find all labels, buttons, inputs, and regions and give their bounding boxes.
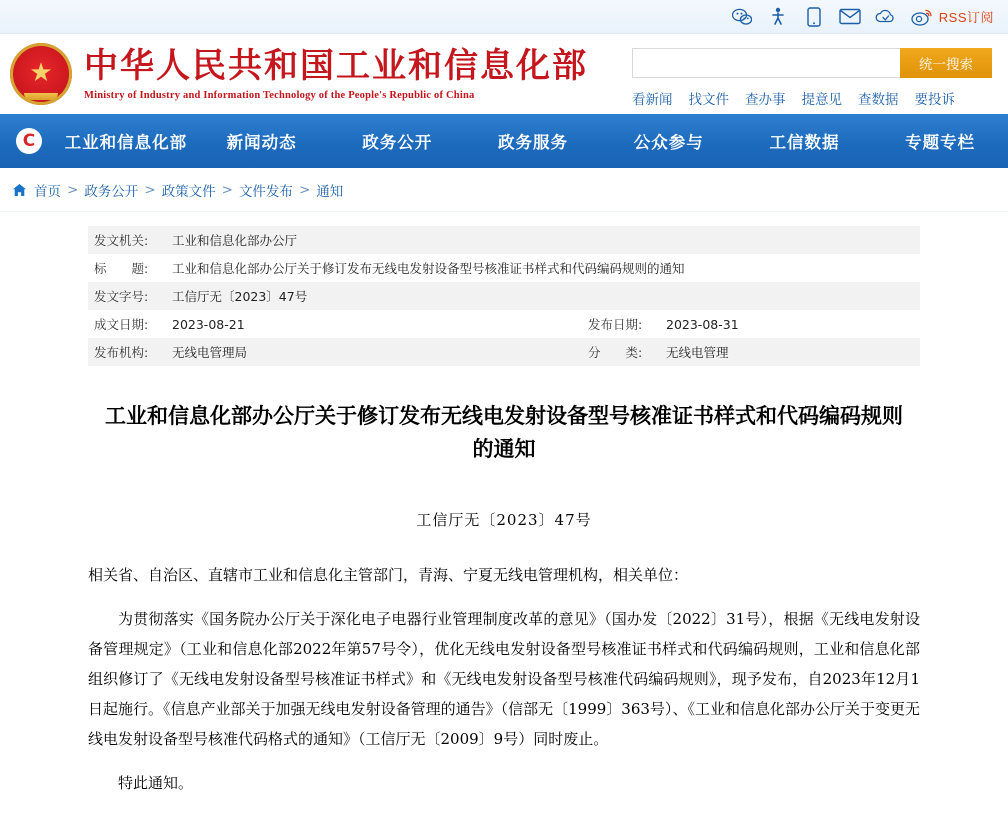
nav-home-button[interactable]: [0, 128, 58, 154]
search-area: [632, 48, 992, 108]
meta-label-issuing-agency: 发文机关:: [88, 226, 166, 254]
nav-items: [58, 129, 1008, 153]
breadcrumb-item-policy-docs[interactable]: 政策文件: [161, 183, 216, 200]
nav-item-government-services[interactable]: 政务服务: [498, 133, 569, 152]
rss-subscribe-link[interactable]: RSS订阅: [938, 10, 994, 25]
weibo-icon[interactable]: [909, 6, 935, 28]
nav-item-government-disclosure[interactable]: 政务公开: [362, 133, 433, 152]
table-row: [88, 310, 920, 338]
breadcrumb-item-doc-release[interactable]: 文件发布: [238, 183, 293, 200]
table-row: [88, 254, 920, 282]
meta-value-category: 无线电管理: [660, 338, 920, 366]
site-title-en: Ministry of Industry and Information Technology of the People's Republic of China: [84, 90, 475, 102]
meta-value-title: 工业和信息化部办公厅关于修订发布无线电发射设备型号核准证书样式和代码编码规则的通知: [172, 261, 685, 276]
mobile-icon[interactable]: [801, 6, 827, 28]
site-titles: [84, 47, 588, 101]
quick-link-feedback[interactable]: 提意见: [801, 92, 842, 108]
top-utility-bar: [0, 0, 1008, 34]
search-row: [632, 48, 992, 78]
breadcrumb-separator: >: [67, 181, 79, 198]
wechat-icon[interactable]: [729, 6, 755, 28]
quick-link-services[interactable]: 查办事: [745, 92, 786, 108]
document-wrapper: [0, 212, 1008, 798]
table-row: [88, 338, 920, 366]
main-navigation: [0, 114, 1008, 168]
breadcrumb-separator: >: [298, 181, 311, 198]
document-paragraph-1: 为贯彻落实《国务院办公厅关于深化电子电器行业管理制度改革的意见》（国办发〔2022〕31号），根据《无线电发射设备管理规定》（工业和信息化部2022年第57号令），优化无线电发射设备型号核准证书样式和代码编码规则，工业和信息化部组织修订了《无线电发射设备型号核准证书样式》和《无线电发射设备型号核准代码编码规则》，现予发布，自2023年12月1日起施行。《信息产业部关于加强无线电发射设备管理的通告》（信部无〔1999〕363号）、《工业和信息化部办公厅关于变更无线电发射设备型号核准代码格式的通知》（工信厅无〔2009〕9号）同时废止。: [88, 610, 920, 749]
meta-value-publish-date: 2023-08-31: [666, 316, 739, 332]
nav-item-ministry[interactable]: 工业和信息化部: [64, 133, 188, 152]
search-button[interactable]: 统一搜索: [900, 48, 992, 78]
document-meta-table: [88, 226, 920, 366]
breadcrumb-separator: >: [144, 181, 156, 198]
search-input[interactable]: [632, 48, 900, 78]
meta-value-issuing-agency: 工业和信息化部办公厅: [166, 226, 920, 254]
mail-icon[interactable]: [837, 6, 863, 28]
breadcrumb-item-notice[interactable]: 通知: [316, 183, 344, 200]
nav-home-icon: C: [16, 128, 42, 154]
table-row: [88, 226, 920, 254]
accessibility-icon[interactable]: [765, 6, 791, 28]
quick-link-documents[interactable]: 找文件: [688, 92, 729, 108]
document-salutation: 相关省、自治区、直辖市工业和信息化主管部门，青海、宁夏无线电管理机构，相关单位：: [88, 566, 689, 585]
document-paragraph-2: 特此通知。: [118, 774, 194, 793]
masthead: [0, 34, 1008, 114]
home-icon: [12, 183, 27, 197]
meta-label-publish-date: 发布日期:: [588, 317, 643, 332]
breadcrumb-item-disclosure[interactable]: 政务公开: [84, 183, 139, 200]
breadcrumb-separator: >: [221, 181, 233, 198]
document-body: [88, 560, 920, 798]
meta-value-publish-org: 无线电管理局: [166, 338, 582, 366]
meta-value-doc-number: 工信厅无〔2023〕47号: [166, 282, 920, 310]
meta-label-written-date: 成文日期:: [94, 317, 149, 332]
quick-link-data[interactable]: 查数据: [858, 92, 899, 108]
nav-item-news[interactable]: 新闻动态: [226, 133, 297, 152]
quick-link-complaint[interactable]: 要投诉: [914, 92, 955, 108]
meta-value-written-date: 2023-08-21: [172, 316, 245, 332]
breadcrumb: [0, 168, 1008, 212]
nav-item-industry-data[interactable]: 工信数据: [769, 133, 840, 152]
national-emblem: [10, 43, 72, 105]
cloud-icon[interactable]: [873, 6, 899, 28]
document-number: 工信厅无〔2023〕47号: [416, 511, 592, 530]
page-title: 工业和信息化部办公厅关于修订发布无线电发射设备型号核准证书样式和代码编码规则的通知: [105, 404, 903, 461]
meta-label-publish-org: 发布机构:: [88, 338, 166, 366]
quick-links: [632, 88, 992, 108]
nav-item-public-participation[interactable]: 公众参与: [633, 133, 704, 152]
breadcrumb-item-home[interactable]: 首页: [34, 183, 61, 200]
nav-item-special-topics[interactable]: 专题专栏: [905, 133, 976, 152]
quick-link-news[interactable]: 看新闻: [632, 92, 673, 108]
meta-label-category: 分 类:: [582, 338, 660, 366]
meta-label-title: 标 题:: [94, 261, 149, 276]
site-title-cn: 中华人民共和国工业和信息化部: [84, 45, 588, 86]
table-row: [88, 282, 920, 310]
meta-label-doc-number: 发文字号:: [88, 282, 166, 310]
